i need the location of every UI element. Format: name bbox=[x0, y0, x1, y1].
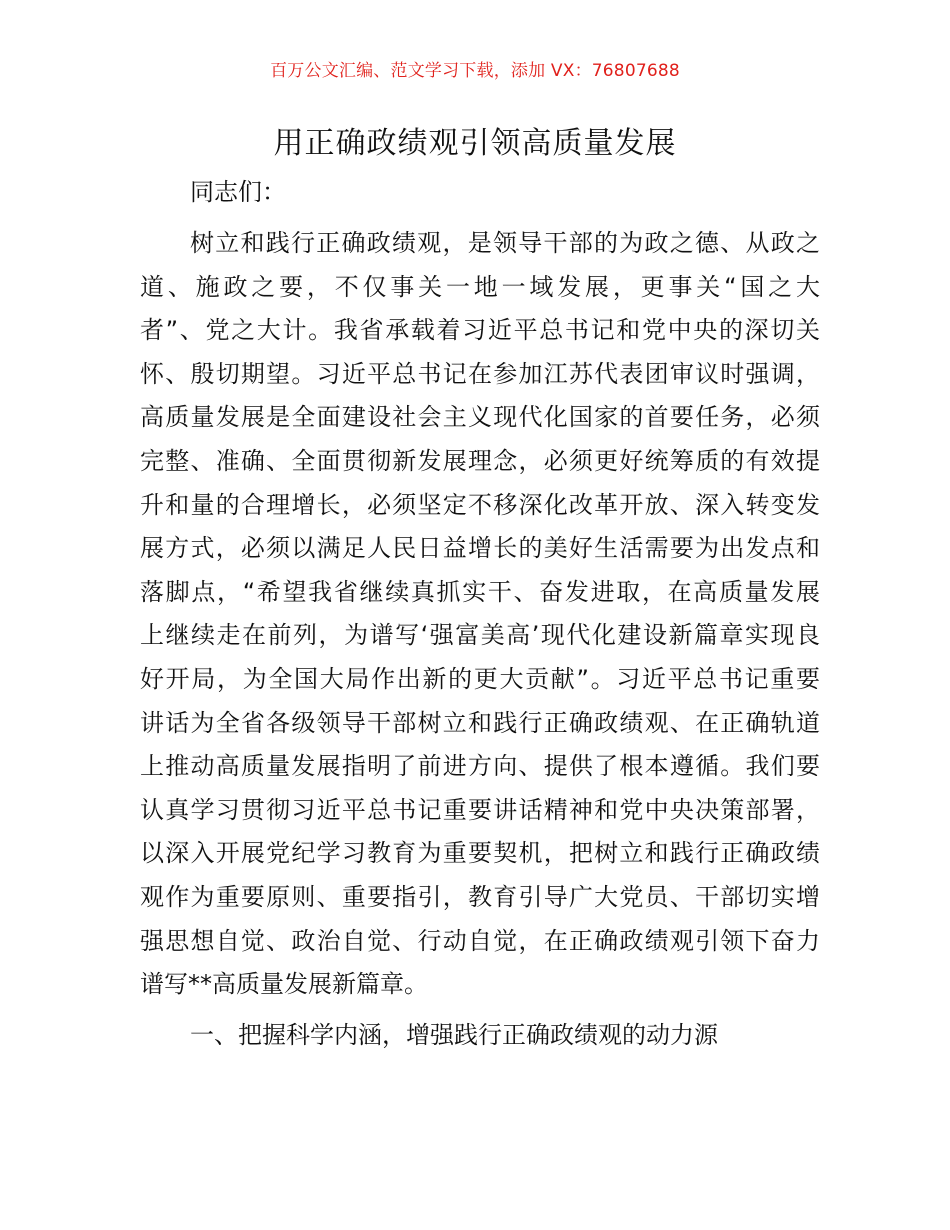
paragraph-line: 谱写**高质量发展新篇章。 bbox=[140, 970, 428, 999]
paragraph-line: 讲话为全省各级领导干部树立和践行正确政绩观、在正确轨道 bbox=[140, 708, 820, 737]
paragraph-line: 以深入开展党纪学习教育为重要契机，把树立和践行正确政绩 bbox=[140, 839, 820, 868]
paragraph-line: 完整、准确、全面贯彻新发展理念，必须更好统筹质的有效提 bbox=[140, 446, 820, 475]
paragraph-line: 好开局，为全国大局作出新的更大贡献”。习近平总书记重要 bbox=[140, 664, 820, 693]
page-title: 用正确政绩观引领高质量发展 bbox=[273, 126, 677, 161]
paragraph-line: 升和量的合理增长，必须坚定不移深化改革开放、深入转变发 bbox=[140, 490, 820, 519]
paragraph-line: 观作为重要原则、重要指引，教育引导广大党员、干部切实增 bbox=[140, 882, 820, 911]
paragraph-line: 展方式，必须以满足人民日益增长的美好生活需要为出发点和 bbox=[140, 534, 820, 563]
paragraph-line: 上推动高质量发展指明了前进方向、提供了根本遵循。我们要 bbox=[140, 752, 820, 781]
paragraph-line: 树立和践行正确政绩观，是领导干部的为政之德、从政之 bbox=[190, 229, 820, 257]
paragraph-line: 道、施政之要，不仅事关一地一域发展，更事关“国之大 bbox=[140, 272, 820, 301]
paragraph-line: 怀、殷切期望。习近平总书记在参加江苏代表团审议时强调， bbox=[140, 359, 820, 388]
section-heading: 一、把握科学内涵，增强践行正确政绩观的动力源 bbox=[190, 1021, 718, 1049]
paragraph-line: 上继续走在前列，为谱写‘强富美高’现代化建设新篇章实现良 bbox=[140, 621, 820, 650]
paragraph-line: 者”、党之大计。我省承载着习近平总书记和党中央的深切关 bbox=[140, 316, 820, 345]
paragraph-line: 落脚点，“希望我省继续真抓实干、奋发进取，在高质量发展 bbox=[140, 577, 820, 606]
salutation: 同志们： bbox=[190, 178, 286, 206]
paragraph-line: 认真学习贯彻习近平总书记重要讲话精神和党中央决策部署， bbox=[140, 795, 820, 824]
paragraph-line: 强思想自觉、政治自觉、行动自觉，在正确政绩观引领下奋力 bbox=[140, 926, 820, 955]
header-note: 百万公文汇编、范文学习下载，添加 VX：76807688 bbox=[270, 61, 680, 81]
paragraph-line: 高质量发展是全面建设社会主义现代化国家的首要任务，必须 bbox=[140, 403, 820, 432]
body-paragraph bbox=[140, 222, 820, 1007]
